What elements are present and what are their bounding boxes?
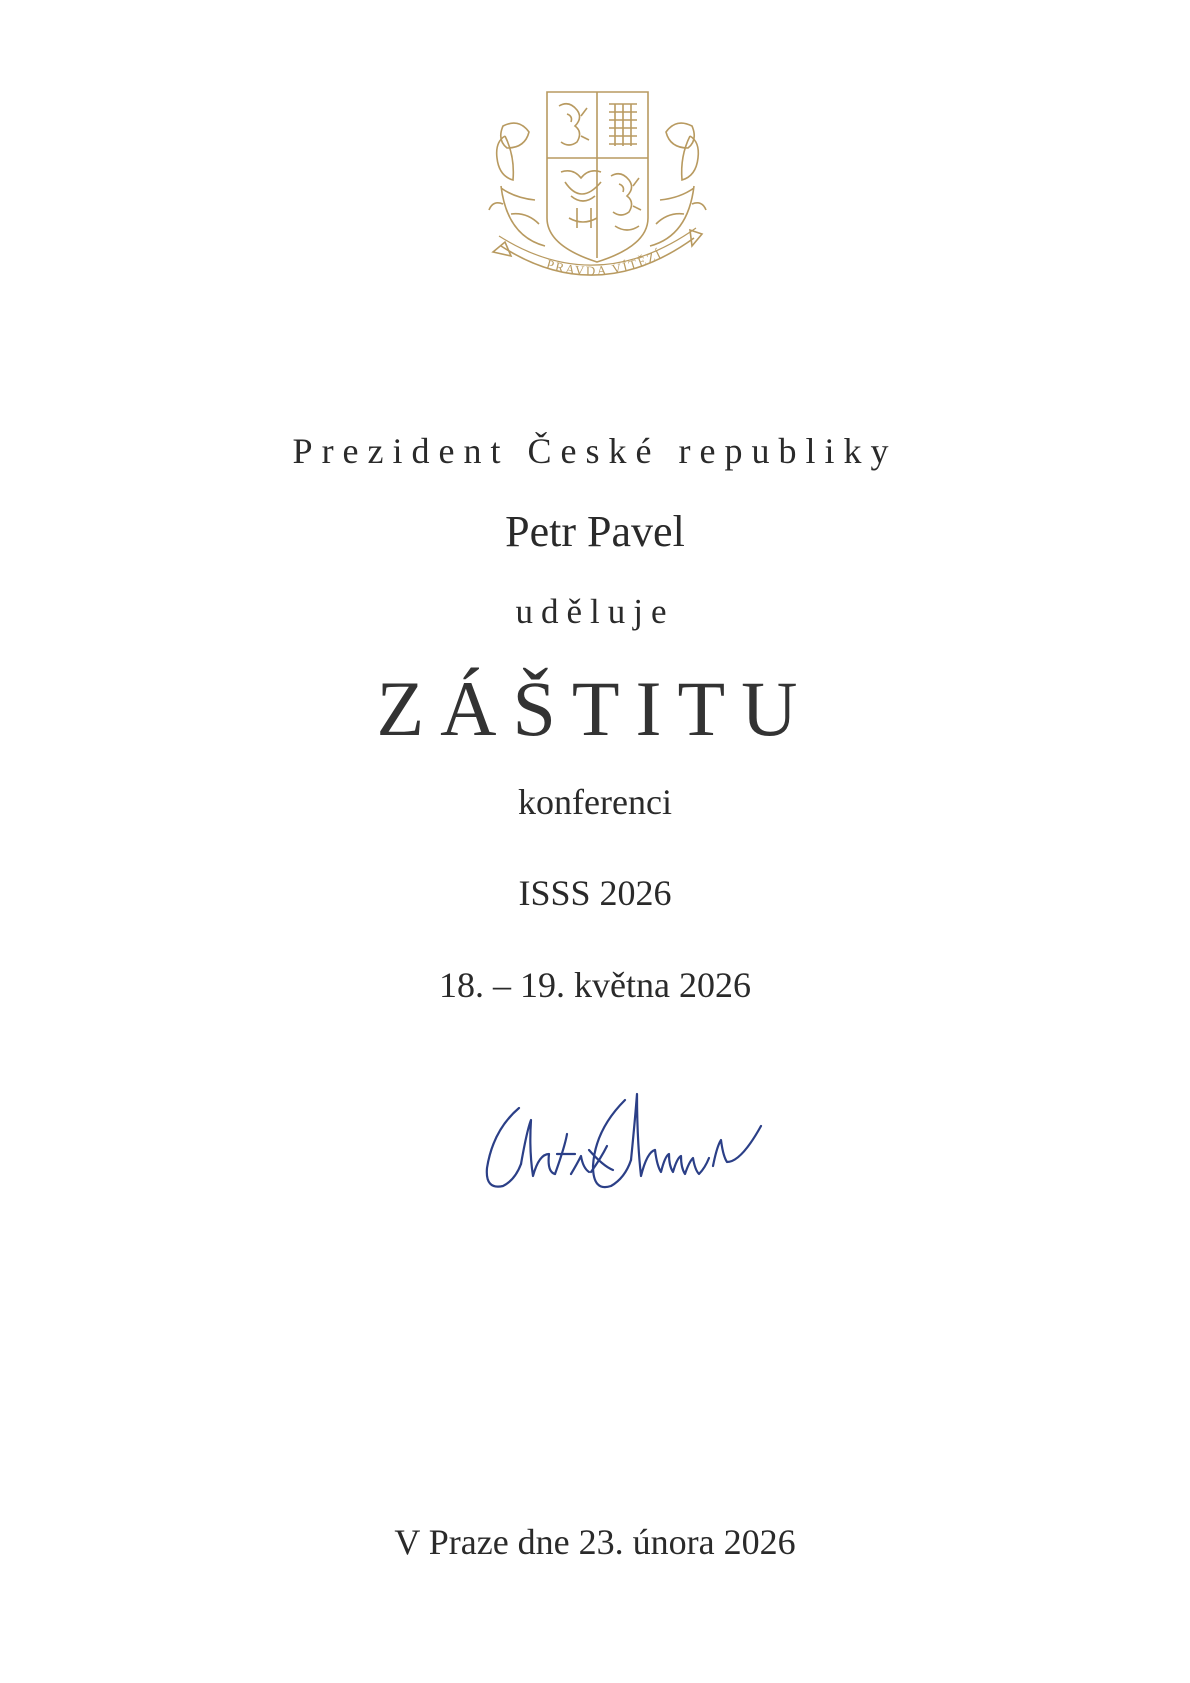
- document-title: ZÁŠTITU: [376, 665, 814, 752]
- event-type: konferenci: [518, 782, 672, 822]
- event-name: ISSS 2026: [518, 873, 672, 913]
- event-dates: 18. – 19. května 2026: [439, 965, 751, 1005]
- svg-text:PRAVDA VÍTĚZÍ: [545, 246, 665, 278]
- president-name: Petr Pavel: [505, 507, 685, 556]
- issuer-line: Prezident České republiky: [292, 431, 898, 471]
- grants-line: uděluje: [515, 592, 675, 631]
- emblem-motto: PRAVDA VÍTĚZÍ: [544, 245, 666, 279]
- state-emblem-icon: [485, 86, 710, 296]
- handwritten-signature: [475, 1090, 765, 1205]
- place-and-date: V Praze dne 23. února 2026: [394, 1522, 796, 1562]
